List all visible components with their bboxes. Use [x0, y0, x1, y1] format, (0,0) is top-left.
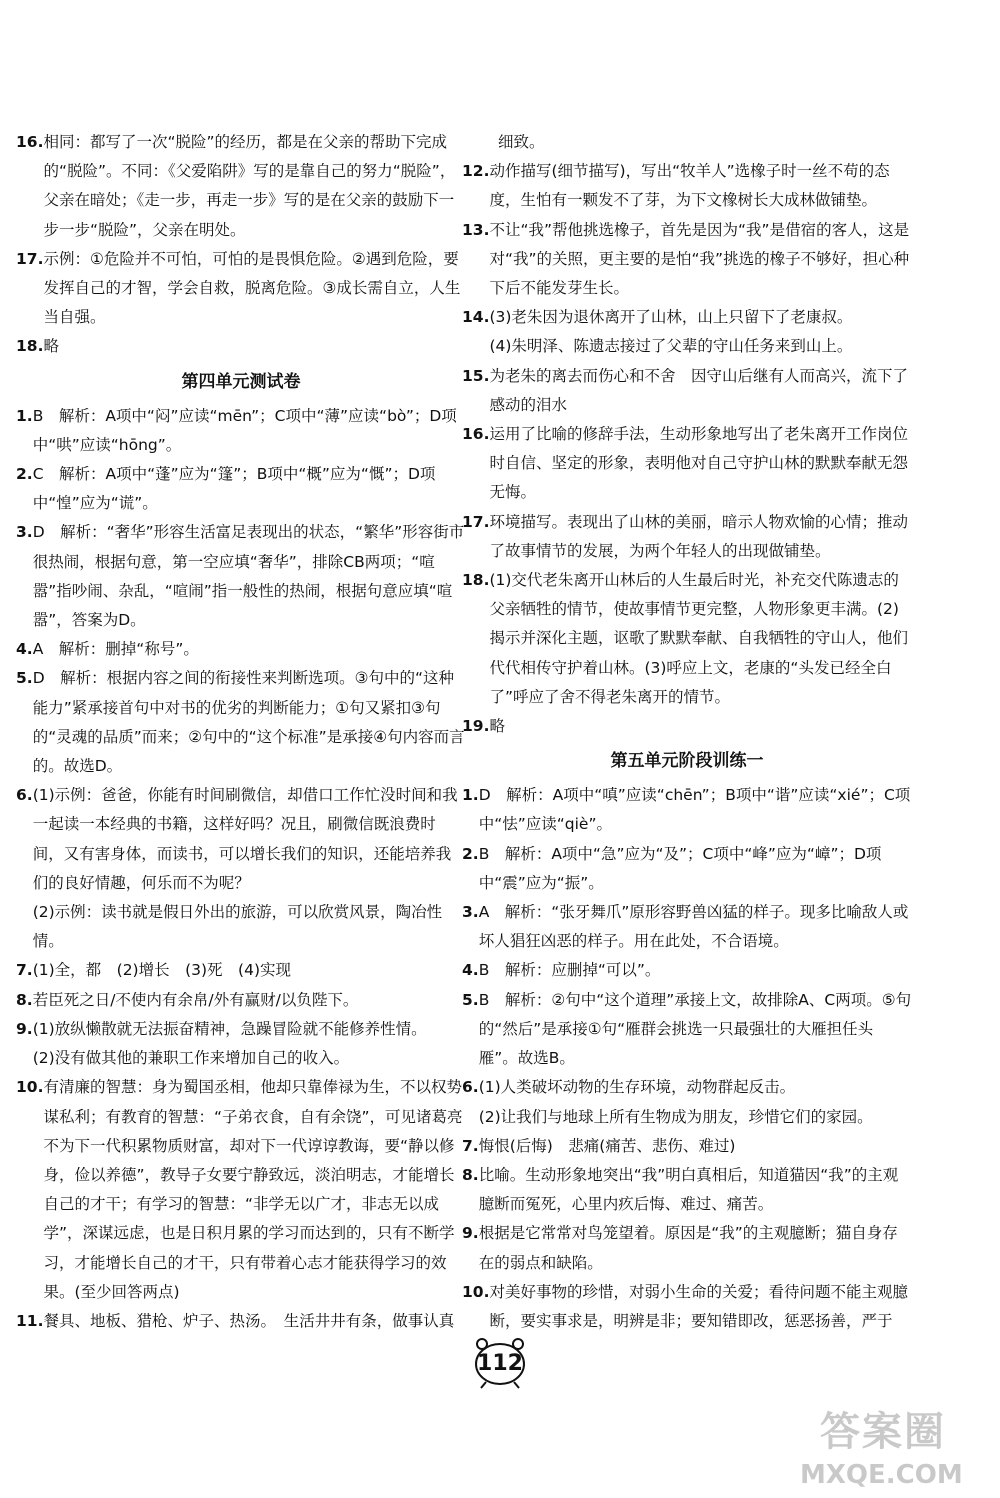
answer-item: [16, 128, 466, 245]
answer-line: 略: [43, 337, 59, 356]
answer-item: [16, 1307, 466, 1336]
answer-text: [489, 303, 912, 361]
answer-text: [479, 1132, 912, 1161]
answer-item: [462, 781, 912, 839]
answer-text: [489, 566, 912, 712]
answer-item: [16, 1015, 466, 1073]
answer-number: 12.: [462, 162, 490, 181]
answer-number: 10.: [462, 1282, 490, 1301]
answer-line: 比喻。生动形象地突出“我”明白真相后，知道猫因“我”的主观臆断而冤死，心里内疚后悔、难过、痛苦。: [478, 1165, 899, 1214]
answer-line: (2)示例：读书就是假日外出的旅游，可以欣赏风景，陶冶性情。: [32, 903, 443, 951]
answer-line: 动作描写(细节描写)，写出“牧羊人”选橡子时一丝不苟的态度，生怕有一颗发不了芽，为下文橡树长大成林做铺垫。: [489, 162, 890, 210]
answer-line: B 解析：A项中“急”应为“及”；C项中“峰”应为“嶂”；D项中“震”应为“振”。: [478, 844, 882, 892]
answer-number: 10.: [16, 1078, 44, 1097]
answer-item: [16, 635, 466, 664]
continued-answer-text: 细致。: [498, 133, 545, 151]
answer-item: [462, 157, 912, 215]
answer-item: [462, 420, 912, 508]
answer-item: [462, 1278, 912, 1336]
answer-item: [16, 518, 466, 635]
answer-line: 相同：都写了一次“脱险”的经历，都是在父亲的帮助下完成的“脱险”。不同：《父爱陷阱》写的是靠自己的努力“脱险”，父亲在暗处；《走一步，再走一步》写的是在父亲的鼓励下一步一步“脱险”，父亲在明处。: [43, 133, 456, 239]
answer-item: [16, 986, 466, 1015]
answer-item: [462, 216, 912, 304]
watermark-title: 答案圈: [820, 1408, 946, 1455]
left-column: [16, 128, 466, 1336]
answer-text: [43, 128, 466, 245]
answer-line: B 解析：②句中“这个道理”承接上文，故排除A、C两项。⑤句的“然后”是承接①句“雁群会挑选一只最强壮的大雁担任头雁”。故选B。: [478, 990, 912, 1068]
right-column: [462, 128, 912, 1336]
answer-item: [462, 1161, 912, 1219]
answer-text: [43, 245, 466, 333]
answer-number: 8.: [462, 1165, 479, 1184]
answer-text: [43, 1073, 466, 1307]
answer-text: [479, 840, 912, 898]
answer-number: 3.: [462, 903, 479, 922]
answer-item: [16, 781, 466, 956]
answer-number: 2.: [16, 465, 33, 484]
answer-line: A 解析：“张牙舞爪”原形容野兽凶猛的样子。现多比喻敌人或坏人猖狂凶恶的样子。用在此处，不合语境。: [478, 903, 909, 951]
right-answers-part-1: [462, 157, 912, 741]
answer-text: [479, 956, 912, 985]
answer-number: 4.: [462, 961, 479, 980]
answer-text: [33, 518, 466, 635]
answer-text: [489, 420, 912, 508]
answer-item: [462, 1219, 912, 1277]
answer-line: (1)放纵懒散就无法振奋精神，急躁冒险就不能修养性情。: [32, 1019, 427, 1038]
answer-line: B 解析：应删掉“可以”。: [478, 961, 661, 980]
answer-text: [33, 956, 466, 985]
answer-text: [479, 1161, 912, 1219]
answer-text: [489, 508, 912, 566]
watermark-url: MXQE.COM: [800, 1460, 963, 1490]
answer-line: 餐具、地板、猎枪、炉子、热汤。 生活井井有条，做事认真: [43, 1311, 455, 1330]
watermark: [800, 1400, 990, 1495]
answer-number: 11.: [16, 1311, 44, 1330]
answer-number: 3.: [16, 523, 33, 542]
answer-line: B 解析：A项中“闷”应读“mēn”；C项中“薄”应读“bò”；D项中“哄”应读“hōng”。: [32, 406, 457, 454]
answer-line: (1)示例：爸爸，你能有时间刷微信，却借口工作忙没时间和我一起读一本经典的书籍，这样好吗？况且，刷微信既浪费时间，又有害身体，而读书，可以增长我们的知识，还能培养我们的良好情趣，何乐而不为呢？: [32, 786, 458, 892]
answer-line: 运用了比喻的修辞手法，生动形象地写出了老朱离开工作岗位时自信、坚定的形象，表明他对自己守护山林的默默奉献无怨无悔。: [489, 425, 908, 502]
answer-line: D 解析：“奢华”形容生活富足表现出的状态，“繁华”形容街市很热闹，根据句意，第一空应填“奢华”，排除CB两项；“喧嚣”指吵闹、杂乱，“喧闹”指一般性的热闹，根据句意应填“喧嚣”，答案为D。: [32, 523, 465, 630]
answer-number: 18.: [16, 337, 44, 356]
answer-line: 有清廉的智慧：身为蜀国丞相，他却只靠俸禄为生，不以权势谋私利；有教育的智慧：“子弟衣食，自有余饶”，可见诸葛亮不为下一代积累物质财富，却对下一代谆谆教诲，要“静以修身，俭以养德”，教导子女要宁静致远，淡泊明志，才能增长自己的才干；有学习的智慧：“非学无以广才，非志无以成学”，深谋远虑，也是日积月累的学习而达到的，只有不断学习，才能增长自己的才干，只有带着心志才能获得学习的效果。(至少回答两点): [43, 1078, 463, 1301]
answer-text: [33, 986, 466, 1015]
left-answers-part-1: [16, 128, 466, 362]
answer-item: [462, 1132, 912, 1161]
answer-number: 13.: [462, 220, 490, 239]
answer-number: 16.: [462, 425, 490, 444]
answer-line: 环境描写。表现出了山林的美丽，暗示人物欢愉的心情；推动了故事情节的发展，为两个年轻人的出现做铺垫。: [489, 512, 908, 560]
answer-number: 15.: [462, 366, 490, 385]
answer-line: C 解析：A项中“蓬”应为“篷”；B项中“概”应为“慨”；D项中“惶”应为“谎”。: [32, 465, 436, 513]
answer-number: 9.: [462, 1224, 479, 1243]
answer-number: 4.: [16, 640, 33, 659]
answer-number: 16.: [16, 133, 44, 151]
answer-text: [43, 332, 466, 361]
answer-number: 7.: [16, 961, 33, 980]
answer-number: 7.: [462, 1136, 479, 1155]
answer-line: A 解析：删掉“称号”。: [32, 640, 199, 659]
answer-text: [479, 986, 912, 1074]
answer-item: [462, 303, 912, 361]
answer-number: 6.: [16, 786, 33, 805]
answer-number: 1.: [16, 406, 33, 425]
answer-text: [33, 664, 466, 781]
answer-item: [462, 1073, 912, 1131]
answer-line: 若臣死之日/不使内有余帛/外有赢财/以负陛下。: [32, 990, 359, 1009]
answer-text: [479, 781, 912, 839]
answer-line: 为老朱的离去而伤心和不舍 因守山后继有人而高兴，流下了感动的泪水: [489, 366, 908, 414]
answer-line: 对美好事物的珍惜，对弱小生命的关爱；看待问题不能主观臆断，要实事求是，明辨是非；要知错即改，惩恶扬善，严于: [489, 1282, 908, 1330]
answer-item: [462, 986, 912, 1074]
answer-item: [462, 840, 912, 898]
answer-line: (1)全，都 (2)增长 (3)死 (4)实现: [32, 961, 292, 980]
answer-line: D 解析：A项中“嗔”应读“chēn”；B项中“谐”应读“xié”；C项中“怯”应读“qiè”。: [478, 786, 911, 834]
answer-text: [489, 157, 912, 215]
page-number: 112: [477, 1350, 523, 1376]
answer-line: 略: [489, 717, 505, 736]
answer-item: [16, 245, 466, 333]
answer-number: 5.: [462, 990, 479, 1009]
answer-number: 5.: [16, 669, 33, 688]
answer-item: [462, 898, 912, 956]
answer-text: [489, 712, 912, 741]
answer-line: (1)交代老朱离开山林后的人生最后时光，补充交代陈遗志的父亲牺牲的情节，使故事情节更完整，人物形象更丰满。(2)揭示并深化主题，讴歌了默默奉献、自我牺牲的守山人，他们代代相传守护着山林。(3)呼应上文，老康的“头发已经全白了”呼应了舍不得老朱离开的情节。: [489, 571, 908, 706]
answer-line: D 解析：根据内容之间的衔接性来判断选项。③句中的“这种能力”紧承接首句中对书的优劣的判断能力；①句又紧扣③句的“灵魂的品质”而来；②句中的“这个标准”是承接④句内容而言的。故选D。: [32, 669, 465, 776]
answer-text: [489, 1278, 912, 1336]
answer-line: (4)朱明泽、陈遗志接过了父辈的守山任务来到山上。: [489, 337, 853, 356]
answer-text: [33, 781, 466, 956]
right-answers-part-2: [462, 781, 912, 1336]
answer-text: [33, 635, 466, 664]
left-answers-part-2: [16, 402, 466, 1337]
answer-text: [489, 362, 912, 420]
answer-text: [33, 402, 466, 460]
answer-line: 不让“我”帮他挑选橡子，首先是因为“我”是借宿的客人，这是对“我”的关照，更主要的是怕“我”挑选的橡子不够好，担心种下后不能发芽生长。: [489, 220, 910, 298]
answer-item: [16, 956, 466, 985]
answer-item: [462, 712, 912, 741]
answer-number: 14.: [462, 308, 490, 327]
answer-number: 2.: [462, 844, 479, 863]
answer-text: [33, 1015, 466, 1073]
answer-line: 悔恨(后悔) 悲痛(痛苦、悲伤、难过): [478, 1136, 736, 1155]
section-heading-unit4-test: 第四单元测试卷: [181, 371, 301, 392]
answer-text: [479, 1219, 912, 1277]
answer-text: [489, 216, 912, 304]
answer-item: [16, 1073, 466, 1307]
answer-number: 6.: [462, 1078, 479, 1097]
answer-item: [462, 566, 912, 712]
answer-number: 9.: [16, 1019, 33, 1038]
answer-number: 17.: [16, 249, 44, 268]
page-number-badge: [470, 1335, 530, 1391]
answer-item: [462, 362, 912, 420]
answer-number: 17.: [462, 512, 490, 531]
answer-item: [462, 508, 912, 566]
answer-text: [479, 898, 912, 956]
section-heading-unit5-training: 第五单元阶段训练一: [610, 751, 764, 772]
answer-item: [462, 956, 912, 985]
answer-item: [16, 332, 466, 361]
answer-number: 18.: [462, 571, 490, 590]
answer-line: 示例：①危险并不可怕，可怕的是畏惧危险。②遇到危险，要发挥自己的才智，学会自救，脱离危险。③成长需自立，人生当自强。: [43, 249, 461, 327]
answer-text: [43, 1307, 466, 1336]
answer-item: [16, 460, 466, 518]
answer-item: [16, 664, 466, 781]
answer-number: 8.: [16, 990, 33, 1009]
answer-text: [33, 460, 466, 518]
answer-line: (1)人类破坏动物的生存环境，动物群起反击。: [478, 1078, 796, 1097]
answer-number: 19.: [462, 717, 490, 736]
answer-number: 1.: [462, 786, 479, 805]
answer-line: (2)让我们与地球上所有生物成为朋友，珍惜它们的家园。: [478, 1107, 873, 1126]
answer-line: 根据是它常常对鸟笼望着。原因是“我”的主观臆断；猫自身存在的弱点和缺陷。: [478, 1224, 898, 1272]
answer-item: [16, 402, 466, 460]
answer-line: (3)老朱因为退休离开了山林，山上只留下了老康叔。: [489, 308, 853, 327]
answer-line: (2)没有做其他的兼职工作来增加自己的收入。: [32, 1049, 350, 1068]
answer-text: [479, 1073, 912, 1131]
